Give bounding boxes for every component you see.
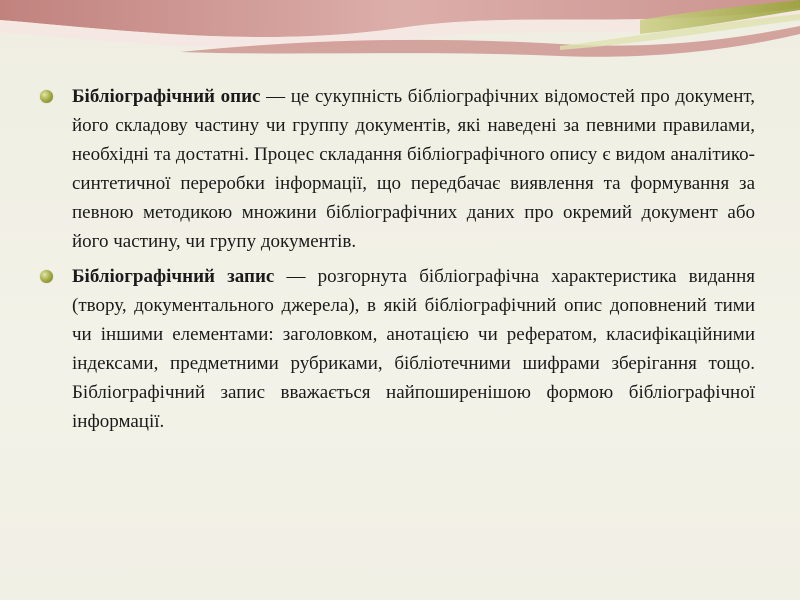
bullet-item-bibliographic-description	[40, 82, 755, 256]
bullet-item-bibliographic-record	[40, 262, 755, 436]
bullet-dot-icon	[40, 90, 53, 103]
term-bibliographic-description: Бібліографічний опис	[72, 86, 261, 107]
header-wave-decoration	[0, 0, 800, 80]
content-area	[40, 82, 755, 442]
term-bibliographic-record: Бібліографічний запис	[72, 266, 275, 287]
bullet-dot-icon	[40, 270, 53, 283]
definition-bibliographic-description: — це сукупність бібліографічних відомостей про документ, його складову частину чи группу документів, які наведені за певними правилами, необхідні та достатні. Процес складання бібліографічного опису є видом аналітико-синтетичної переробки інформації, що передбачає виявлення та формування за певною методикою множини бібліографічних даних про окремий документ або його частину, чи групу документів.	[72, 86, 755, 252]
definition-bibliographic-record: — розгорнута бібліографічна характеристика видання (твору, документального джерела), в якій бібліографічний опис доповнений тими чи іншими елементами: заголовком, анотацією чи рефератом, класифікаційними індексами, предметними рубриками, бібліотечними шифрами зберігання тощо. Бібліографічний запис вважається найпоширенішою формою бібліографічної інформації.	[72, 266, 755, 432]
